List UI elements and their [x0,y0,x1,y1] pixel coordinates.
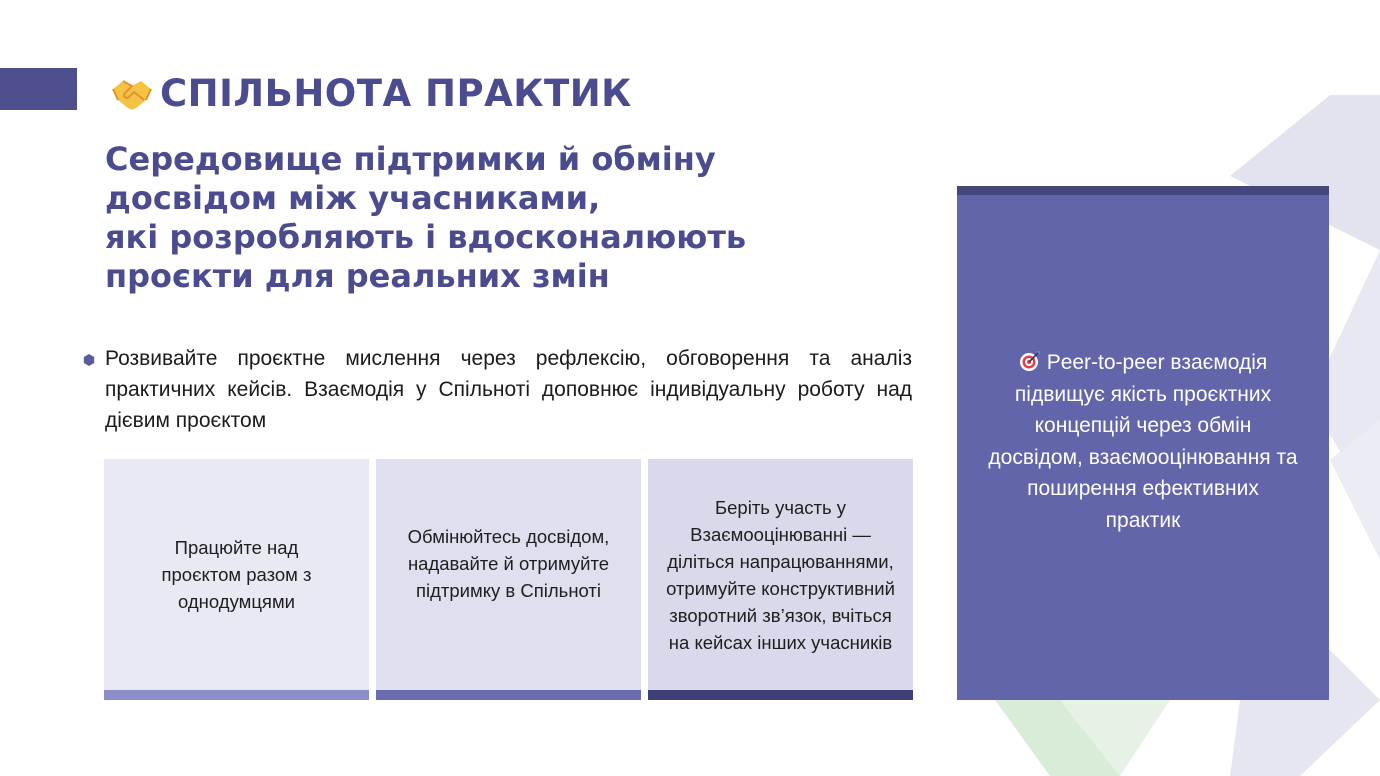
page-title: СПІЛЬНОТА ПРАКТИК [160,71,632,115]
feature-card-peer-review [648,459,913,700]
subtitle-line: які розробляють і вдосконалюють [105,218,747,256]
card-text: Беріть участь у Взаємооцінюванні — діліться напрацюваннями, отримуйте конструктивний зворотний зв’язок, вчіться на кейсах інших учасників [666,496,895,653]
subtitle-line: проєкти для реальних змін [105,257,610,295]
target-icon [1019,350,1041,372]
feature-card-exchange [376,459,641,700]
subtitle-line: Середовище підтримки й обміну [105,140,716,178]
card-text: Обмінюйтесь досвідом, надавайте й отримуйте підтримку в Спільноті [407,526,610,601]
card-text: Працюйте над проєктом разом з однодумцями [161,537,312,612]
side-panel-text: Peer-to-peer взаємодія підвищує якість проєктних концепцій через обмін досвідом, взаємооцінювання та поширення ефективних практик [988,351,1298,532]
title-row [110,70,632,116]
subtitle-line: досвідом між учасниками, [105,179,601,217]
handshake-icon [110,71,154,115]
page-subtitle [105,140,905,296]
peer-to-peer-panel [957,186,1329,700]
side-panel-content [987,347,1299,536]
feature-card-collaborate [104,459,369,700]
bullet-text: Розвивайте проєктне мислення через рефлексію, обговорення та аналіз практичних кейсів. Взаємодія у Спільноті доповнює індивідуальну роботу над дієвим проєктом [105,347,912,432]
hexagon-bullet-icon [83,354,95,366]
header-accent-bar [0,68,77,110]
